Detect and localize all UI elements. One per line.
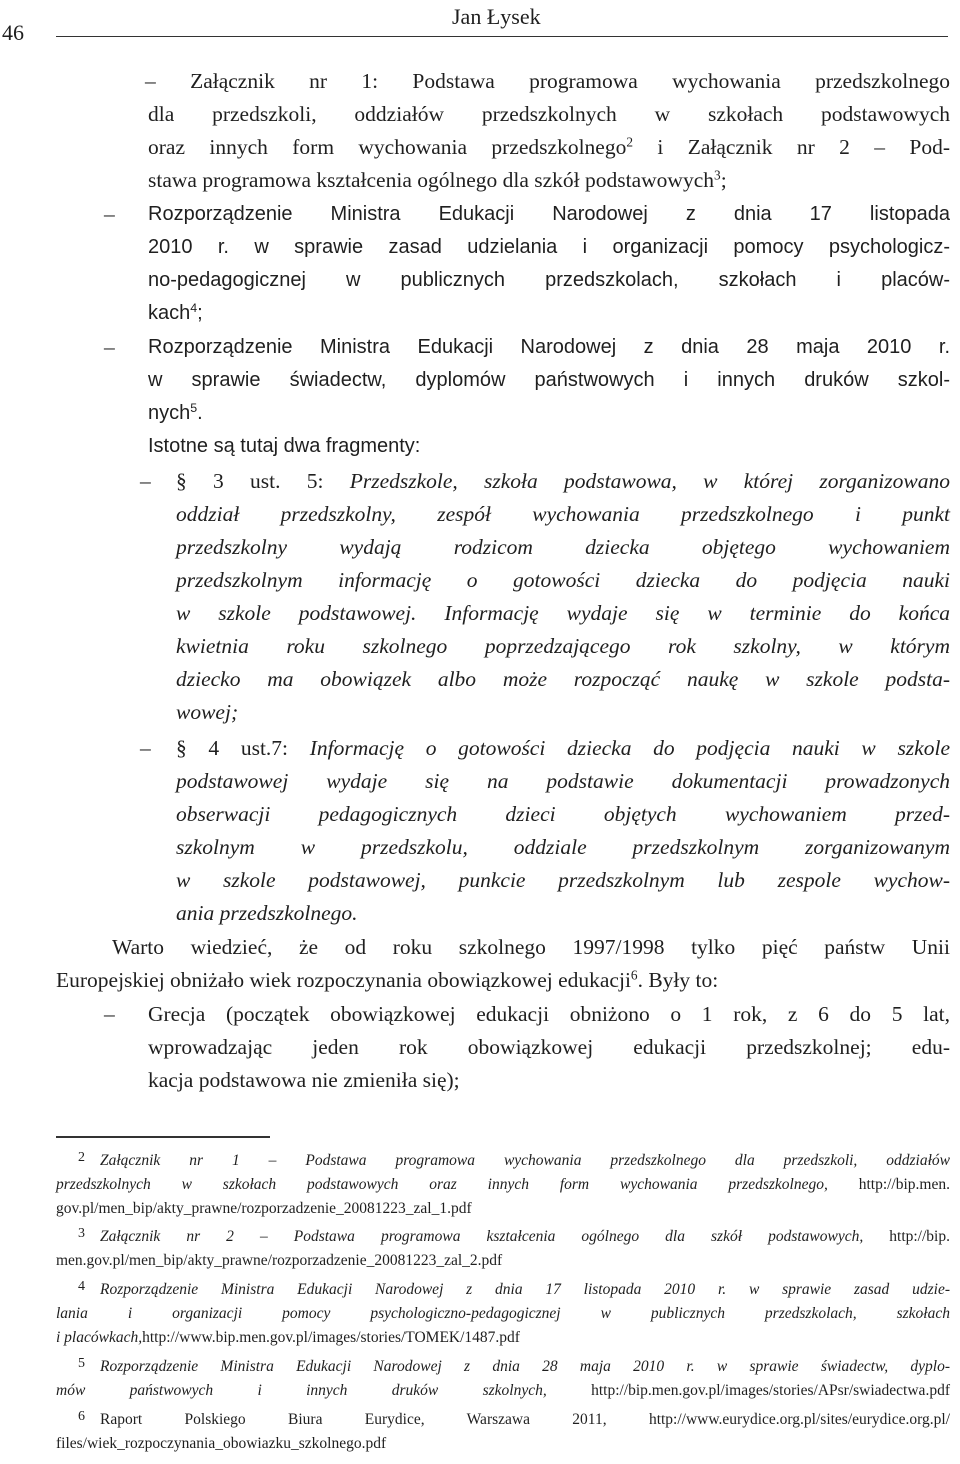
text-line: mów państwowych i innych druków szkolnych, bbox=[56, 1382, 547, 1399]
footnote-link[interactable] bbox=[56, 1250, 502, 1272]
footnote-ref-2[interactable]: 2 bbox=[626, 134, 634, 150]
list-dash: – bbox=[104, 202, 115, 226]
text-line bbox=[148, 298, 203, 328]
footnote-link[interactable]: http://bip.men. bbox=[827, 1176, 950, 1193]
list-dash: – bbox=[104, 1002, 115, 1026]
quote-paragraph-3-5 bbox=[176, 466, 950, 496]
text-line: § 4 ust.7: bbox=[176, 736, 310, 760]
text-line bbox=[148, 431, 420, 461]
text-line bbox=[176, 598, 950, 628]
text-line: § 3 ust. 5: bbox=[176, 469, 350, 493]
text-line: dziecko ma obowiązek albo może rozpocząć naukę w szkole podsta- bbox=[176, 667, 950, 691]
footnote-number: 6 bbox=[78, 1409, 85, 1424]
footnote-separator bbox=[56, 1136, 270, 1138]
footnote-number: 4 bbox=[78, 1279, 85, 1294]
text-line: szkolnym w przedszkolu, oddziale przedszkolnym zorganizowanym bbox=[176, 835, 950, 859]
footnote-5 bbox=[100, 1356, 950, 1378]
text-line: Rozporządzenie Ministra Edukacji Narodowej z dnia 17 listopada bbox=[148, 203, 950, 225]
text-line bbox=[176, 865, 950, 895]
text-line: oraz innych form wychowania przedszkolnego bbox=[148, 135, 627, 159]
text-line: ; bbox=[720, 168, 727, 192]
list-item-regulation-2010-11 bbox=[148, 199, 950, 229]
list-item-regulation-2010-05 bbox=[148, 332, 950, 362]
text-line[interactable]: files/wiek_rozpoczynania_obowiazku_szkolnego.pdf bbox=[56, 1435, 387, 1452]
text-line bbox=[148, 232, 950, 262]
quote-paragraph-4-7 bbox=[176, 733, 950, 763]
text-line: ania przedszkolnego. bbox=[176, 901, 358, 925]
text-line bbox=[148, 265, 950, 295]
footnote-ref-6[interactable]: 6 bbox=[630, 967, 638, 983]
footnote-ref-3[interactable]: 3 bbox=[714, 167, 721, 183]
text-line bbox=[56, 1327, 520, 1349]
text-line: przedszkolnym informację o gotowości dziecka do podjęcia nauki bbox=[176, 568, 950, 592]
list-dash: – bbox=[140, 736, 151, 760]
text-line: Warto wiedzieć, że od roku szkolnego 1997/1998 tylko pięć państw Unii bbox=[112, 935, 950, 959]
text-line: kach bbox=[148, 302, 191, 324]
footnote-link[interactable]: http://bip. bbox=[863, 1228, 950, 1245]
text-line: nych bbox=[148, 402, 191, 424]
text-line: lania i organizacji pomocy psychologiczno-pedagogicznej w publicznych przedszkolach, szkołach bbox=[56, 1305, 950, 1322]
text-line bbox=[176, 532, 950, 562]
text-line: oddział przedszkolny, zespół wychowania przedszkolnego i punkt bbox=[176, 502, 950, 526]
text-line bbox=[148, 1032, 950, 1062]
text-line bbox=[56, 1380, 950, 1402]
footnote-ref-5[interactable]: 5 bbox=[190, 401, 198, 416]
text-line bbox=[176, 565, 950, 595]
text-line bbox=[148, 132, 950, 162]
text-line bbox=[176, 631, 950, 661]
footnote-number: 3 bbox=[78, 1226, 85, 1241]
text-line: przedszkolnych w szkołach podstawowych oraz innych form wychowania przedszkolnego, bbox=[56, 1176, 828, 1193]
text-line: Istotne są tutaj dwa fragmenty: bbox=[148, 435, 421, 457]
text-line: Rozporządzenie Ministra Edukacji Narodowej z dnia 28 maja 2010 r. bbox=[148, 336, 950, 358]
text-line bbox=[148, 99, 950, 129]
paragraph bbox=[112, 932, 950, 962]
text-line: Europejskiej obniżało wiek rozpoczynania obowiązkowej edukacji bbox=[56, 968, 631, 992]
text-line bbox=[56, 1174, 950, 1196]
text-line: w sprawie świadectw, dyplomów państwowych i innych druków szkol- bbox=[148, 369, 950, 391]
footnote-3 bbox=[100, 1226, 950, 1248]
text-line: Rozporządzenie Ministra Edukacji Narodowej z dnia 17 listopada 2010 r. w sprawie zasad udzie- bbox=[100, 1281, 950, 1298]
text-line bbox=[176, 799, 950, 829]
text-line: – Załącznik nr 1: Podstawa programowa wychowania przedszkolnego bbox=[145, 69, 950, 93]
text-line: podstawowej wydaje się na podstawie dokumentacji prowadzonych bbox=[176, 769, 950, 793]
list-item-greece bbox=[148, 999, 950, 1029]
text-line: obserwacji pedagogicznych dzieci objętych wychowaniem przed- bbox=[176, 802, 950, 826]
footnote-link[interactable]: http://www.bip.men.gov.pl/images/stories/TOMEK/1487.pdf bbox=[142, 1329, 520, 1346]
text-line: Grecja (początek obowiązkowej edukacji obniżono o 1 rok, z 6 do 5 lat, bbox=[148, 1002, 950, 1026]
text-line: no-pedagogicznej w publicznych przedszkolach, szkołach i placów- bbox=[148, 269, 950, 291]
text-line: przedszkolny wydają rodzicom dziecka objętego wychowaniem bbox=[176, 535, 950, 559]
text-line: Załącznik nr 2 – Podstawa programowa kształcenia ogólnego dla szkół podstawowych, bbox=[100, 1228, 864, 1245]
footnote-link[interactable] bbox=[56, 1433, 386, 1455]
text-line bbox=[56, 965, 718, 995]
footnote-number: 5 bbox=[78, 1356, 85, 1371]
text-line bbox=[148, 165, 727, 195]
footnote-4 bbox=[100, 1279, 950, 1301]
text-line: i Załącznik nr 2 – Pod- bbox=[633, 135, 950, 159]
text-line bbox=[148, 365, 950, 395]
text-line: dla przedszkoli, oddziałów przedszkolnych w szkołach podstawowych bbox=[148, 102, 950, 126]
text-line bbox=[176, 697, 238, 727]
text-line bbox=[176, 898, 358, 928]
footnote-link[interactable] bbox=[56, 1198, 472, 1220]
text-line: . bbox=[197, 402, 203, 424]
text-line bbox=[176, 499, 950, 529]
text-line bbox=[56, 1303, 950, 1325]
text-line: Załącznik nr 1 – Podstawa programowa wychowania przedszkolnego dla przedszkoli, oddziałów bbox=[100, 1152, 950, 1169]
text-line bbox=[176, 766, 950, 796]
text-line bbox=[176, 832, 950, 862]
page-number: 46 bbox=[2, 20, 24, 45]
page-header bbox=[0, 0, 960, 45]
footnote-number: 2 bbox=[78, 1150, 85, 1165]
text-line: w szkole podstawowej, punkcie przedszkolnym lub zespole wychow- bbox=[176, 868, 950, 892]
text-line: Rozporządzenie Ministra Edukacji Narodowej z dnia 28 maja 2010 r. w sprawie świadectw, dyplo- bbox=[100, 1358, 950, 1375]
text-line: Informację o gotowości dziecka do podjęcia nauki w szkole bbox=[309, 736, 950, 760]
header-rule bbox=[56, 36, 948, 37]
list-item-attachment-1 bbox=[145, 66, 950, 96]
text-line[interactable]: men.gov.pl/men_bip/akty_prawne/rozporzadzenie_20081223_zal_2.pdf bbox=[56, 1252, 503, 1269]
text-line: kwietnia roku szkolnego poprzedzającego rok szkolny, w którym bbox=[176, 634, 950, 658]
text-line: stawa programowa kształcenia ogólnego dla szkół podstawowych bbox=[148, 168, 715, 192]
text-line bbox=[176, 664, 950, 694]
text-line bbox=[148, 1065, 460, 1095]
text-line[interactable]: gov.pl/men_bip/akty_prawne/rozporzadzenie_20081223_zal_1.pdf bbox=[56, 1200, 472, 1217]
footnote-2 bbox=[100, 1150, 950, 1172]
text-line: wprowadzając jeden rok obowiązkowej edukacji przedszkolnej; edu- bbox=[148, 1035, 950, 1059]
text-line: Raport Polskiego Biura Eurydice, Warszawa 2011, http://www.eurydice.org.pl/sites/eurydice.org.pl/ bbox=[100, 1411, 950, 1428]
text-line: kacja podstawowa nie zmieniła się); bbox=[148, 1068, 460, 1092]
running-head-author: Jan Łysek bbox=[452, 4, 541, 29]
text-line: Przedszkole, szkoła podstawowa, w której zorganizowano bbox=[349, 469, 950, 493]
list-dash: – bbox=[140, 469, 151, 493]
text-line: 2010 r. w sprawie zasad udzielania i organizacji pomocy psychologicz- bbox=[148, 236, 950, 258]
text-line bbox=[148, 398, 203, 428]
text-line: . Były to: bbox=[637, 968, 719, 992]
footnote-6 bbox=[100, 1409, 950, 1431]
text-line: i placówkach, bbox=[56, 1329, 143, 1346]
footnote-ref-4[interactable]: 4 bbox=[190, 301, 198, 316]
text-line: ; bbox=[197, 302, 203, 324]
text-line: wowej; bbox=[176, 700, 239, 724]
list-dash: – bbox=[104, 335, 115, 359]
text-line: w szkole podstawowej. Informację wydaje się w terminie do końca bbox=[176, 601, 950, 625]
footnote-link[interactable]: http://bip.men.gov.pl/images/stories/APsr/swiadectwa.pdf bbox=[546, 1382, 950, 1399]
